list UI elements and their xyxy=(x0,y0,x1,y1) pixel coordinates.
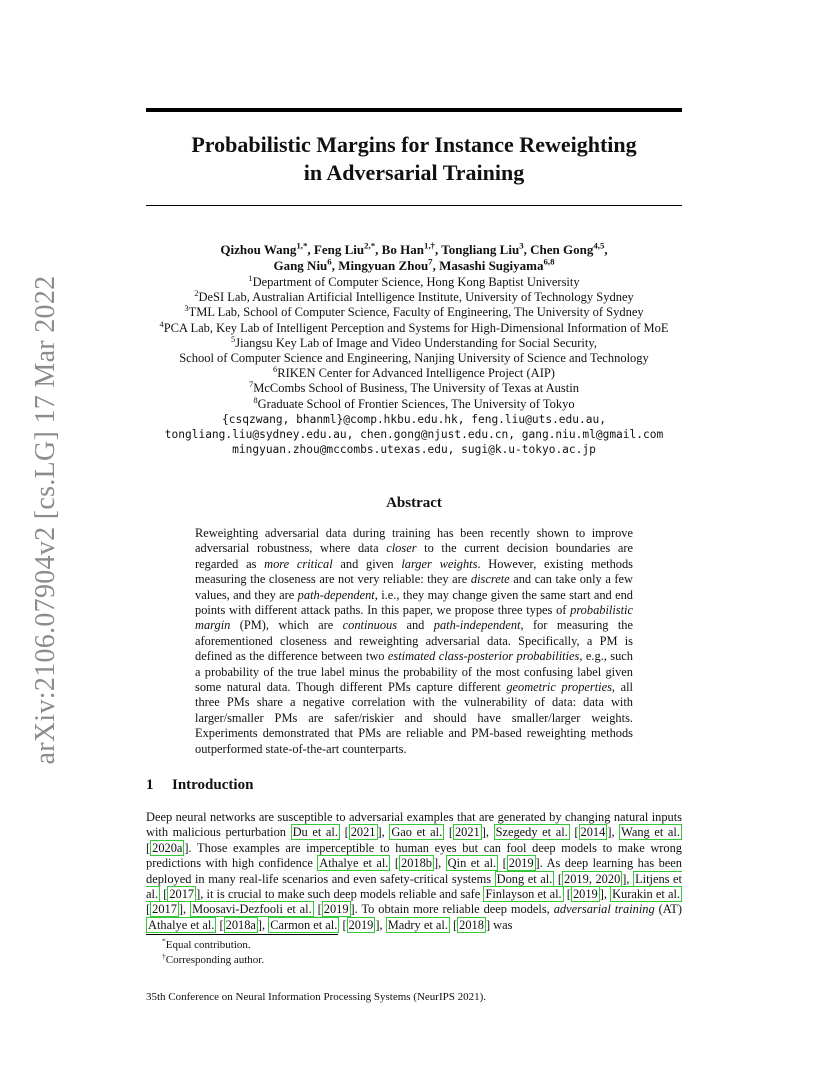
citation-link[interactable]: 2019 xyxy=(508,856,534,871)
citation-link[interactable]: 2020a xyxy=(152,840,183,855)
citation-link[interactable]: 2018a xyxy=(225,917,256,932)
author-list xyxy=(146,242,682,274)
body-text: ], xyxy=(257,917,269,932)
introduction-body xyxy=(146,810,682,933)
section-number: 1 xyxy=(146,777,154,793)
author-name: Feng Liu xyxy=(313,242,365,257)
footnote-item: *Equal contribution. xyxy=(162,936,251,951)
body-text: to the current decision boundaries are regarded as xyxy=(195,541,633,571)
body-text: [ xyxy=(313,902,322,917)
body-text: Reweighting adversarial data during training has been recently shown to improve adversarial robustness, where data xyxy=(195,526,633,556)
email-line: tongliang.liu@sydney.edu.au, chen.gong@njust.edu.cn, gang.niu.ml@gmail.com xyxy=(164,428,664,442)
citation-link[interactable]: Dong et al. xyxy=(496,871,553,886)
body-text: , for measuring the aforementioned closeness and reweighting adversarial data. Specifically, a PM is defined as the difference between two xyxy=(195,618,634,664)
citation-link[interactable]: Moosavi-Dezfooli et al. xyxy=(192,902,312,917)
citation-link[interactable]: 2019 xyxy=(323,902,349,917)
body-text: , e.g., such a probability of the true label minus the probability of the most confusing label given some natural data. Though different PMs capture different xyxy=(195,649,633,695)
body-text: ], xyxy=(375,917,386,932)
arxiv-side-stamp: arXiv:2106.07904v2 [cs.LG] 17 Mar 2022 xyxy=(30,275,61,765)
citation-link[interactable]: 2018 xyxy=(459,917,484,932)
email-list xyxy=(100,412,728,458)
affiliation-item: $^5$Jiangsu Key Lab of Image and Video Understanding for Social Security, xyxy=(231,333,597,350)
citation-link[interactable]: 2017 xyxy=(152,902,177,917)
body-text: ], xyxy=(622,871,634,886)
citation-link[interactable]: Litjens et al. xyxy=(146,871,682,902)
citation-link[interactable]: Madry et al. xyxy=(387,917,448,932)
body-text: and xyxy=(397,618,434,633)
body-text: [ xyxy=(498,856,507,871)
abstract-body xyxy=(195,526,633,757)
author-line-2: Gang Niu$^6$, Mingyuan Zhou$^7$, Masashi Sugiyama$^{6,8}$ xyxy=(273,256,555,273)
emphasis-text: continuous xyxy=(342,618,398,633)
affiliation-item: $^8$Graduate School of Frontier Sciences, The University of Tokyo xyxy=(253,394,575,411)
citation-link[interactable]: 2017 xyxy=(169,887,195,902)
title-rule-bottom xyxy=(146,205,682,206)
author-name: Tongliang Liu xyxy=(441,242,520,257)
body-text: [ xyxy=(146,902,151,917)
emphasis-text: closer xyxy=(386,541,417,556)
affiliation-item: $^2$DeSI Lab, Australian Artificial Intelligence Institute, University of Technology Sydney xyxy=(194,288,634,305)
author-name: Chen Gong xyxy=(530,242,594,257)
body-text: [ xyxy=(160,887,168,902)
emphasis-text: geometric properties xyxy=(506,680,612,695)
body-text: ]. As deep learning has been deployed in many real-life scenarios and even safety-critical systems xyxy=(146,856,683,886)
emphasis-text: path-dependent xyxy=(297,587,375,602)
body-text: , all three PMs share a negative correlation with the vulnerability of data: data with larger/smaller PMs are safer/riskier and should have smaller/larger weights. Experiments demonstrated that PMs are reliable and PM-based reweighting methods outperformed state-of-the-art counterparts. xyxy=(195,680,633,756)
body-text: [ xyxy=(563,887,571,902)
author-mark: 3 xyxy=(519,240,524,251)
author-name: Mingyuan Zhou xyxy=(338,258,429,273)
citation-link[interactable]: Gao et al. xyxy=(391,825,443,840)
body-text: [ xyxy=(449,917,458,932)
citation-link[interactable]: 2018b xyxy=(401,856,432,871)
body-text: ], xyxy=(607,825,620,840)
body-text: [ xyxy=(339,825,349,840)
section-heading xyxy=(146,777,253,794)
citation-link[interactable]: Athalye et al. xyxy=(148,917,215,932)
affiliation-list xyxy=(100,272,728,412)
affiliation-item: $^4$PCA Lab, Key Lab of Intelligent Perception and Systems for High-Dimensional Information of MoE xyxy=(159,318,669,335)
citation-link[interactable]: Qin et al. xyxy=(447,856,497,871)
email-line: mingyuan.zhou@mccombs.utexas.edu, sugi@k.u-tokyo.ac.jp xyxy=(232,443,596,457)
emphasis-text: estimated class-posterior probabilities xyxy=(387,649,580,664)
body-text: [ xyxy=(554,871,563,886)
citation-link[interactable]: Kurakin et al. xyxy=(612,887,681,902)
body-text: ], xyxy=(433,856,446,871)
affiliation-item: $^7$McCombs School of Business, The University of Texas at Austin xyxy=(249,379,579,396)
body-text: ], xyxy=(377,825,390,840)
citation-link[interactable]: Carmon et al. xyxy=(270,917,338,932)
emphasis-text: adversarial training xyxy=(553,902,655,917)
body-text: [ xyxy=(390,856,399,871)
author-mark: 2,* xyxy=(364,240,376,251)
affiliation-item: $^3$TML Lab, School of Computer Science, Faculty of Engineering, The University of Sydney xyxy=(184,303,644,320)
citation-link[interactable]: Wang et al. xyxy=(621,825,680,840)
citation-link[interactable]: 2021 xyxy=(454,825,480,840)
emphasis-text: probabilistic margin xyxy=(195,603,633,633)
abstract-heading: Abstract xyxy=(386,495,442,511)
body-text: ], xyxy=(481,825,494,840)
author-mark: 6,8 xyxy=(543,256,555,267)
body-text: (PM), which are xyxy=(230,618,343,633)
title-line-2: in Adversarial Training xyxy=(303,160,525,185)
citation-link[interactable]: 2019, 2020 xyxy=(564,871,621,886)
body-text: and given xyxy=(332,556,402,571)
author-line-1: Qizhou Wang$^{1,*}$, Feng Liu$^{2,*}$, Bo Han$^{1,\dagger}$, Tongliang Liu$^3$, Chen Gong$^{4,5}$, xyxy=(220,240,608,257)
body-text: ] was xyxy=(485,917,513,932)
citation-link[interactable]: Szegedy et al. xyxy=(495,825,568,840)
emphasis-text: path-independent xyxy=(433,618,521,633)
paper-title xyxy=(146,131,682,187)
citation-link[interactable]: 2019 xyxy=(348,917,374,932)
citation-link[interactable]: 2021 xyxy=(350,825,376,840)
author-name: Bo Han xyxy=(381,242,424,257)
author-name: Gang Niu xyxy=(273,258,328,273)
body-text: (AT) xyxy=(654,902,682,917)
footnote-item: †Corresponding author. xyxy=(162,951,265,966)
author-mark: 7 xyxy=(428,256,433,267)
body-text: ], it is crucial to make such deep models reliable and safe xyxy=(196,887,484,902)
body-text: Deep neural networks are susceptible to adversarial examples that are generated by changing natural inputs with malicious perturbation xyxy=(146,810,682,840)
citation-link[interactable]: Du et al. xyxy=(292,825,338,840)
emphasis-text: larger weights xyxy=(401,556,478,571)
citation-link[interactable]: 2014 xyxy=(580,825,606,840)
affiliation-item: $^1$Department of Computer Science, Hong Kong Baptist University xyxy=(248,272,580,289)
body-text: ], xyxy=(599,887,611,902)
body-text: ]. Those examples are imperceptible to human eyes but can fool deep models to make wrong predictions with high confidence xyxy=(146,840,682,871)
body-text: . However, existing methods measuring the closeness are not very reliable: they are xyxy=(195,556,633,587)
title-line-1: Probabilistic Margins for Instance Reweighting xyxy=(191,132,637,157)
author-name: Qizhou Wang xyxy=(220,242,297,257)
body-text: [ xyxy=(339,917,347,932)
body-text: , i.e., they may change given the same start and end points with different attack paths. In this paper, we propose three types of xyxy=(195,587,633,618)
citation-link[interactable]: Finlayson et al. xyxy=(485,887,562,902)
emphasis-text: more critical xyxy=(264,556,333,571)
author-mark: 1,† xyxy=(423,240,435,251)
citation-link[interactable]: 2019 xyxy=(572,887,598,902)
body-text: [ xyxy=(216,917,224,932)
body-text: ], xyxy=(178,902,191,917)
citation-link[interactable]: Athalye et al. xyxy=(319,856,389,871)
body-text: and can take only a few values, and they are xyxy=(195,572,633,602)
footnote-rule xyxy=(146,934,338,935)
body-text: ]. To obtain more reliable deep models, xyxy=(350,902,554,917)
body-text: [ xyxy=(569,825,579,840)
author-mark: 1,* xyxy=(296,240,308,251)
footnotes xyxy=(162,938,264,968)
section-title: Introduction xyxy=(172,777,254,793)
affiliation-item: School of Computer Science and Engineering, Nanjing University of Science and Technology xyxy=(179,351,649,366)
body-text: [ xyxy=(444,825,453,840)
author-mark: 6 xyxy=(327,256,332,267)
conference-note: 35th Conference on Neural Information Processing Systems (NeurIPS 2021). xyxy=(146,991,487,1003)
affiliation-item: $^6$RIKEN Center for Advanced Intelligence Project (AIP) xyxy=(273,364,555,381)
author-mark: 4,5 xyxy=(593,240,605,251)
author-name: Masashi Sugiyama xyxy=(439,258,544,273)
body-text: [ xyxy=(146,840,151,855)
email-line: {csqzwang, bhanml}@comp.hkbu.edu.hk, feng.liu@uts.edu.au, xyxy=(222,413,606,426)
emphasis-text: discrete xyxy=(470,572,510,587)
title-rule-top xyxy=(146,108,682,112)
